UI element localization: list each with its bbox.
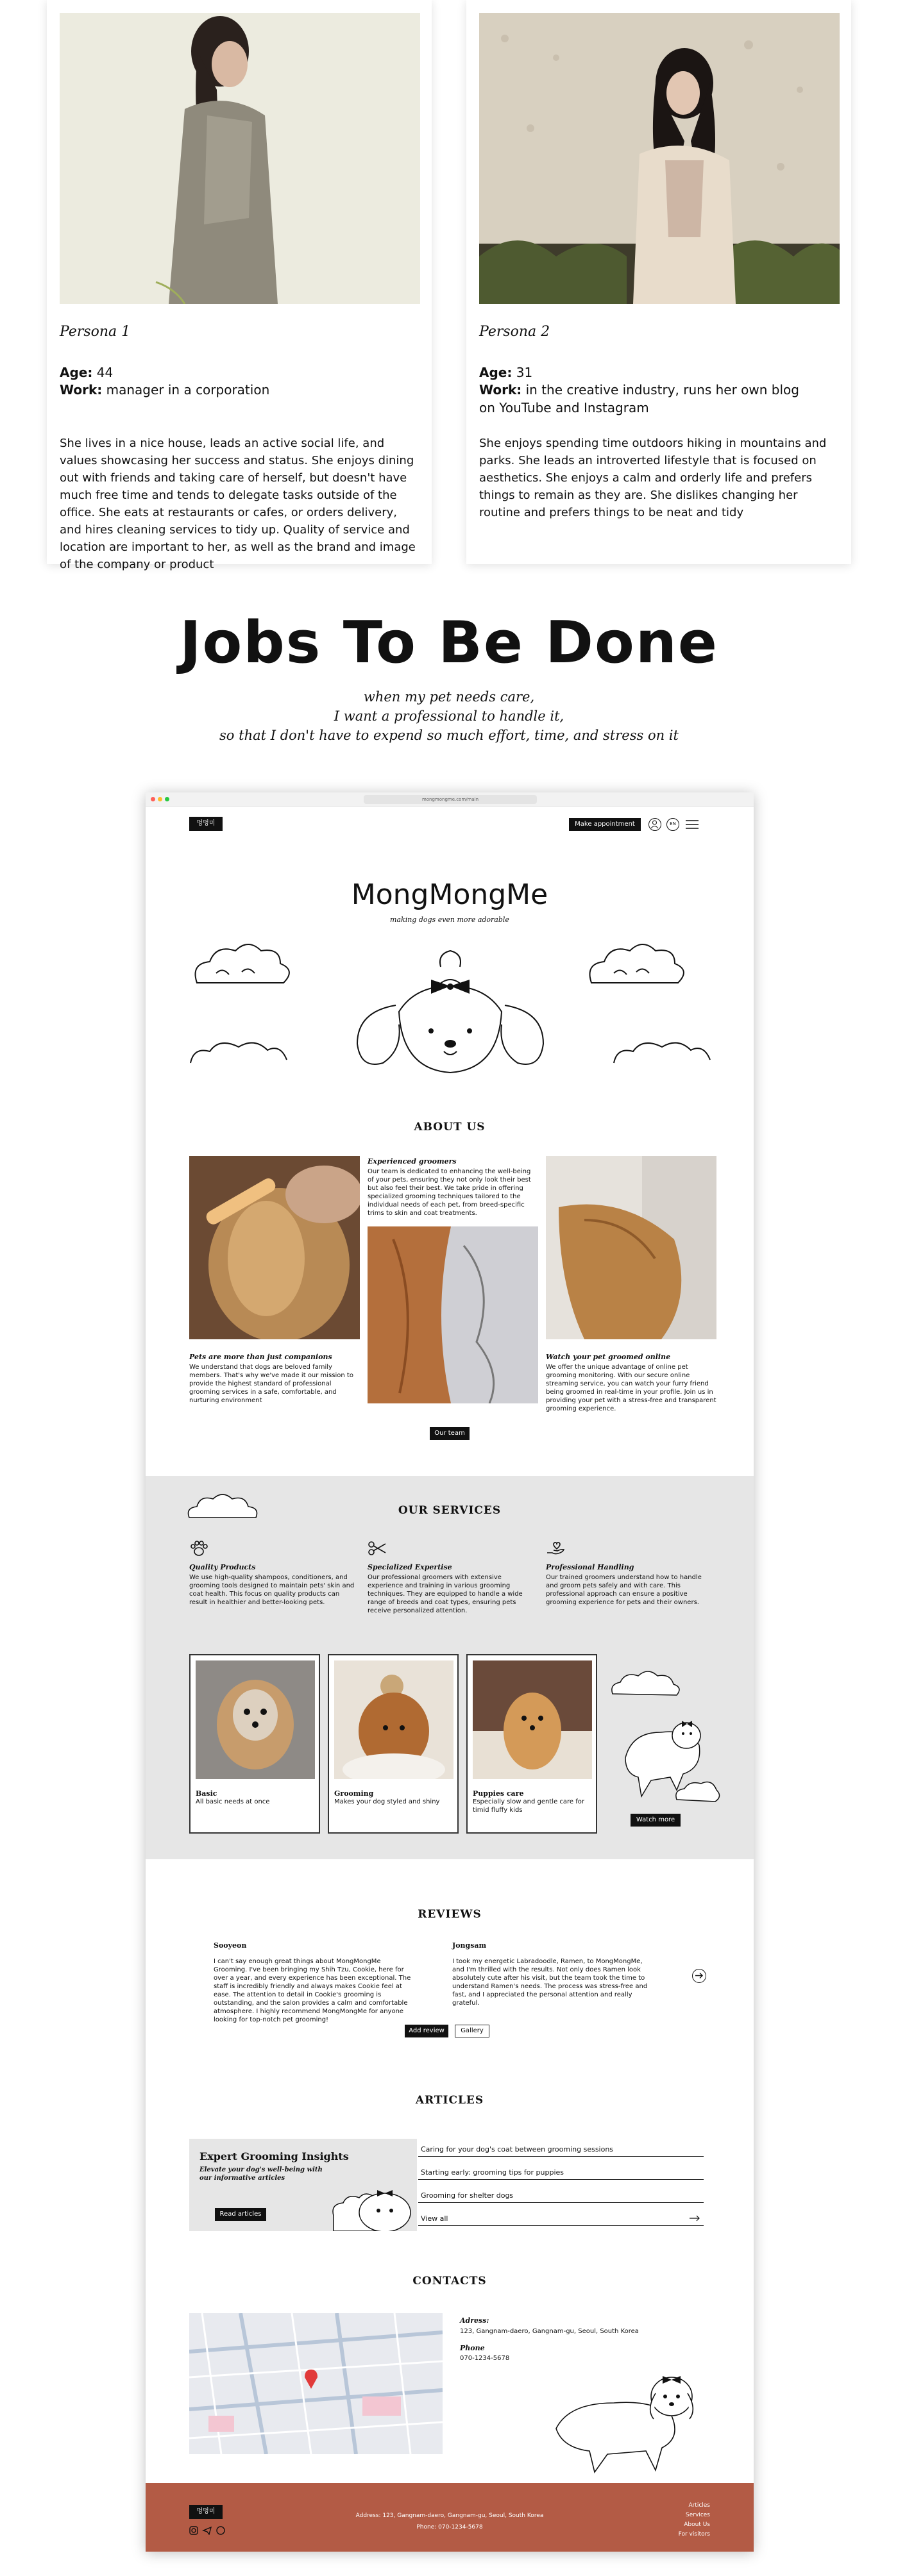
our-team-button[interactable]: Our team	[430, 1427, 470, 1440]
footer-link-about[interactable]: About Us	[684, 2522, 710, 2528]
about-col3-title: Watch your pet groomed online	[546, 1353, 671, 1361]
browser-window	[146, 792, 754, 2552]
about-image-1	[189, 1156, 360, 1339]
contacts-phone: 070-1234-5678	[460, 2355, 510, 2362]
close-dot-icon[interactable]	[151, 797, 155, 801]
review-2-text: I took my energetic Labradoodle, Ramen, to MongMongMe, and I'm thrilled with the results. Not only does Ramen look absolutely cute after his visit, but the team took the time to understand Ramen's needs. The process was stress-free and fast, and I appreciated the personal attention and really grateful.	[452, 1958, 648, 2007]
menu-icon[interactable]	[686, 819, 699, 830]
hero-illustration	[184, 916, 716, 1076]
gallery-button[interactable]: Gallery	[455, 2025, 489, 2037]
read-articles-button[interactable]: Read articles	[215, 2208, 266, 2221]
articles-banner-title: Expert Grooming Insights	[199, 2150, 349, 2162]
jobs-title: Jobs To Be Done	[180, 609, 718, 676]
articles-banner	[189, 2139, 417, 2231]
feature-handling-text: Our trained groomers understand how to handle and groom pets safely and with care. This professional approach can ensure a positive grooming experience for pets and their owners.	[546, 1574, 702, 1606]
feature-quality-text: We use high-quality shampoos, conditioners, and grooming tools designed to maintain pets' skin and coat health. This focus on quality products can result in healthier and better-looking pets.	[189, 1574, 355, 1606]
review-card-1	[214, 1941, 416, 2024]
about-col1-text: We understand that dogs are beloved family members. That's why we've made it our mission to provide the highest standard of professional grooming services in a safe, comfortable, and nurturing environment	[189, 1364, 353, 1404]
article-item-3[interactable]: Grooming for shelter dogs	[418, 2189, 704, 2203]
next-arrow-icon[interactable]	[692, 1969, 706, 1983]
feature-quality	[189, 1540, 356, 1607]
about-col2-text: Our team is dedicated to enhancing the well-being of your pets, ensuring they not only look their best but also feel their best. We take pride in offering specialized grooming techniques tailored to the individual needs of each pet, from breed-specific trims to skin and coat treatments.	[368, 1168, 531, 1217]
footer-phone: Phone: 070-1234-5678	[416, 2524, 483, 2530]
services-heading: OUR SERVICES	[398, 1504, 502, 1517]
service-grooming-title: Grooming	[334, 1789, 374, 1798]
persona-2-age: Age: 31	[479, 365, 533, 380]
footer-links	[679, 2501, 710, 2539]
footer-logo[interactable]: 멍멍미	[189, 2505, 223, 2519]
feature-quality-title: Quality Products	[189, 1563, 256, 1571]
paw-icon	[189, 1540, 208, 1557]
footer-link-services[interactable]: Services	[686, 2512, 710, 2518]
jobs-line-3: so that I don't have to expend so much effort, time, and stress on it	[219, 728, 679, 743]
service-puppies-text: Especially slow and gentle care for timid fluffy kids	[473, 1798, 585, 1814]
articles-heading: ARTICLES	[415, 2094, 484, 2107]
persona-1-photo	[60, 13, 420, 304]
review-1-text: I can't say enough great things about MongMongMe Grooming. I've been bringing my Shih Tzu, Cookie, here for over a year, and every experience has been exceptional. The staff is incredibly friendly and always makes Cookie feel at ease. The attention to detail in Cookie's grooming is outstanding, and the salon provides a calm and comfortable atmosphere. I highly recommend MongMongMe for anyone looking for top-notch pet grooming!	[214, 1958, 411, 2023]
maximize-dot-icon[interactable]	[165, 797, 169, 801]
about-col1-title: Pets are more than just companions	[189, 1353, 332, 1361]
about-heading: ABOUT US	[414, 1121, 486, 1133]
view-all-link[interactable]	[418, 2212, 704, 2226]
about-col3-text: We offer the unique advantage of online pet grooming monitoring. With our secure online streaming service, you can watch your furry friend being groomed in real-time in your profile. Join us in providing your pet with a stress-free and transparent grooming experience.	[546, 1364, 716, 1412]
arrow-right-icon	[690, 2215, 700, 2221]
about-image-2	[368, 1226, 538, 1403]
about-image-3	[546, 1156, 716, 1339]
service-card-basic[interactable]	[189, 1654, 320, 1834]
banner-dog-illustration	[327, 2164, 417, 2231]
make-appointment-button[interactable]: Make appointment	[569, 818, 641, 831]
about-col2-title: Experienced groomers	[368, 1157, 457, 1166]
view-all-label: View all	[421, 2214, 448, 2223]
browser-chrome	[146, 792, 754, 807]
url-bar[interactable]: mongmongme.com/main	[364, 795, 537, 804]
reviews-heading: REVIEWS	[418, 1908, 482, 1921]
feature-handling-title: Professional Handling	[546, 1563, 634, 1571]
watch-more-button[interactable]: Watch more	[631, 1814, 681, 1827]
service-basic-image	[196, 1660, 315, 1779]
service-basic-text: All basic needs at once	[196, 1798, 270, 1805]
feature-handling	[546, 1540, 713, 1607]
review-1-name: Sooyeon	[214, 1941, 247, 1950]
feature-expertise-text: Our professional groomers with extensive experience and training in various grooming techniques. They are equipped to handle a wide range of breeds and coat types, ensuring pets receive personalized attention.	[368, 1574, 523, 1614]
persona-card-1	[47, 0, 432, 571]
service-grooming-text: Makes your dog styled and shiny	[334, 1798, 440, 1805]
article-item-1[interactable]: Caring for your dog's coat between grooming sessions	[418, 2143, 704, 2157]
footer-address: Address: 123, Gangnam-daero, Gangnam-gu, Seoul, South Korea	[355, 2513, 544, 2519]
persona-1-work: Work: manager in a corporation	[60, 382, 270, 397]
service-card-puppies[interactable]	[466, 1654, 597, 1834]
user-icon[interactable]	[648, 818, 661, 831]
review-card-2	[452, 1941, 654, 2007]
persona-2-photo	[479, 13, 840, 304]
persona-1-title: Persona 1	[60, 324, 131, 340]
hand-heart-icon	[546, 1540, 565, 1557]
site-logo[interactable]: 멍멍미	[189, 817, 223, 831]
contacts-address-label: Adress:	[460, 2316, 489, 2325]
service-grooming-image	[334, 1660, 453, 1779]
service-puppies-image	[473, 1660, 592, 1779]
hero-tagline: making dogs even more adorable	[390, 916, 509, 924]
service-card-grooming[interactable]	[328, 1654, 459, 1834]
footer	[146, 2483, 754, 2552]
feature-expertise-title: Specialized Expertise	[368, 1563, 452, 1571]
contacts-phone-label: Phone	[460, 2344, 485, 2352]
contacts-dog-illustration	[543, 2358, 723, 2473]
service-puppies-title: Puppies care	[473, 1789, 524, 1798]
persona-2-work: Work: in the creative industry, runs her own blog on YouTube and Instagram	[479, 382, 799, 415]
dog-cloud-illustration	[606, 1662, 722, 1809]
minimize-dot-icon[interactable]	[158, 797, 162, 801]
footer-link-articles[interactable]: Articles	[688, 2502, 710, 2509]
add-review-button[interactable]: Add review	[405, 2025, 448, 2037]
language-button[interactable]: EN	[666, 818, 679, 831]
hero-title: MongMongMe	[351, 878, 548, 911]
article-item-2[interactable]: Starting early: grooming tips for puppies	[418, 2166, 704, 2180]
contacts-heading: CONTACTS	[412, 2275, 487, 2287]
services-section	[146, 1476, 754, 1859]
persona-2-bio: She enjoys spending time outdoors hiking in mountains and parks. She leads an introverted lifestyle that is focused on aesthetics. She enjoys a calm and orderly life and prefers things to remain as they are. She dislikes changing her routine and prefers things to be neat and tidy	[479, 437, 827, 519]
service-basic-title: Basic	[196, 1789, 217, 1798]
jobs-line-2: I want a professional to handle it,	[334, 708, 564, 724]
persona-2-title: Persona 2	[479, 324, 550, 340]
scissors-icon	[368, 1540, 387, 1557]
feature-expertise	[368, 1540, 534, 1615]
review-2-name: Jongsam	[452, 1941, 487, 1950]
persona-card-2	[466, 0, 851, 564]
articles-banner-subtitle: Elevate your dog's well-being with our informative articles	[199, 2166, 323, 2182]
map[interactable]	[189, 2313, 443, 2454]
contacts-address: 123, Gangnam-daero, Gangnam-gu, Seoul, South Korea	[460, 2328, 639, 2335]
jobs-line-1: when my pet needs care,	[363, 689, 535, 705]
persona-1-bio: She lives in a nice house, leads an active social life, and values showcasing her success and status. She enjoys dining out with friends and taking care of herself, but doesn't have much free time and tends to delegate tasks outside of the office. She eats at restaurants or cafes, or orders delivery, and hires cleaning services to tidy up. Quality of service and location are important to her, as well as the brand and image of the company or product	[60, 437, 416, 571]
footer-link-visitors[interactable]: For visitors	[678, 2531, 710, 2538]
persona-1-age: Age: 44	[60, 365, 114, 380]
